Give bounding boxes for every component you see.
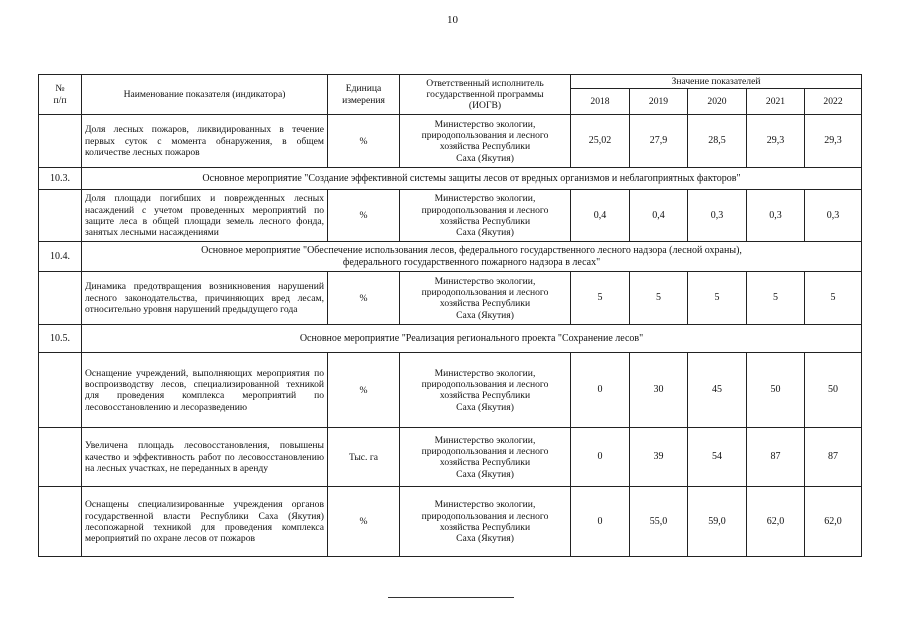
section-num: 10.5. [39,325,82,353]
indicators-table [38,74,862,557]
header-row [39,75,862,89]
value-cell: 87 [747,428,805,487]
header-unit: Единица измерения [328,75,400,115]
indicator-unit: Тыс. га [328,428,400,487]
value-cell: 50 [805,353,862,428]
header-responsible: Ответственный исполнитель государственной программы (ИОГВ) [400,75,571,115]
value-cell: 25,02 [571,115,630,168]
value-cell: 39 [630,428,688,487]
value-cell: 30 [630,353,688,428]
responsible-executor: Министерство экологии, природопользования и лесного хозяйства Республики Саха (Якутия) [400,428,571,487]
value-cell: 0,4 [571,190,630,242]
header-values-group: Значение показателей [571,75,862,89]
value-cell: 62,0 [747,487,805,557]
responsible-executor: Министерство экологии, природопользования и лесного хозяйства Республики Саха (Якутия) [400,487,571,557]
indicator-name: Доля площади погибших и поврежденных лесных насаждений с учетом проведенных мероприятий по защите леса в общей площади земель лесного фонда, занятых лесными насаждениями [82,190,328,242]
value-cell: 0,3 [747,190,805,242]
header-year: 2021 [747,89,805,115]
indicator-unit: % [328,115,400,168]
indicator-name: Доля лесных пожаров, ликвидированных в течение первых суток с момента обнаружения, в общем количестве лесных пожаров [82,115,328,168]
footer-divider [388,597,514,598]
header-num: № п/п [39,75,82,115]
value-cell: 29,3 [747,115,805,168]
indicator-name: Оснащение учреждений, выполняющих мероприятия по воспроизводству лесов, специализированной техникой для проведения комплекса мероприятий по лесовосстановлению и лесоразведению [82,353,328,428]
section-num: 10.3. [39,168,82,190]
indicator-unit: % [328,353,400,428]
indicator-name: Увеличена площадь лесовосстановления, повышены качество и эффективность работ по лесовосстановлению на лесных участках, не переданных в аренду [82,428,328,487]
section-title: Основное мероприятие "Создание эффективной системы защиты лесов от вредных организмов и неблагоприятных факторов" [82,168,862,190]
value-cell: 5 [805,272,862,325]
indicator-name: Динамика предотвращения возникновения нарушений лесного законодательства, причиняющих вред лесам, относительно уровня нарушений предыдущего года [82,272,328,325]
value-cell: 87 [805,428,862,487]
responsible-executor: Министерство экологии, природопользования и лесного хозяйства Республики Саха (Якутия) [400,353,571,428]
row-num [39,115,82,168]
value-cell: 28,5 [688,115,747,168]
table-row [39,353,862,428]
header-year: 2018 [571,89,630,115]
section-title: Основное мероприятие "Обеспечение использования лесов, федерального государственного лесного надзора (лесной охраны), федерального государственного пожарного надзора в лесах" [82,242,862,272]
indicator-unit: % [328,487,400,557]
section-title: Основное мероприятие "Реализация регионального проекта "Сохранение лесов" [82,325,862,353]
header-year: 2022 [805,89,862,115]
responsible-executor: Министерство экологии, природопользования и лесного хозяйства Республики Саха (Якутия) [400,115,571,168]
value-cell: 0,3 [805,190,862,242]
value-cell: 50 [747,353,805,428]
table-row [39,115,862,168]
row-num [39,190,82,242]
indicator-unit: % [328,272,400,325]
section-row [39,242,862,272]
section-row [39,325,862,353]
value-cell: 0 [571,428,630,487]
value-cell: 0,3 [688,190,747,242]
value-cell: 54 [688,428,747,487]
row-num [39,272,82,325]
table-row [39,428,862,487]
header-year: 2019 [630,89,688,115]
value-cell: 5 [630,272,688,325]
responsible-executor: Министерство экологии, природопользования и лесного хозяйства Республики Саха (Якутия) [400,272,571,325]
value-cell: 27,9 [630,115,688,168]
value-cell: 62,0 [805,487,862,557]
responsible-executor: Министерство экологии, природопользования и лесного хозяйства Республики Саха (Якутия) [400,190,571,242]
row-num [39,487,82,557]
table-row [39,487,862,557]
value-cell: 0 [571,353,630,428]
value-cell: 29,3 [805,115,862,168]
section-row [39,168,862,190]
value-cell: 45 [688,353,747,428]
indicator-unit: % [328,190,400,242]
value-cell: 5 [747,272,805,325]
section-num: 10.4. [39,242,82,272]
value-cell: 5 [688,272,747,325]
table-row [39,272,862,325]
value-cell: 0,4 [630,190,688,242]
row-num [39,428,82,487]
header-year: 2020 [688,89,747,115]
value-cell: 5 [571,272,630,325]
indicator-name: Оснащены специализированные учреждения органов государственной власти Республики Саха (Якутия) лесопожарной техникой для проведения комплекса мероприятий по охране лесов от пожаров [82,487,328,557]
table-row [39,190,862,242]
page-number: 10 [447,14,458,26]
value-cell: 55,0 [630,487,688,557]
value-cell: 59,0 [688,487,747,557]
row-num [39,353,82,428]
header-name: Наименование показателя (индикатора) [82,75,328,115]
value-cell: 0 [571,487,630,557]
